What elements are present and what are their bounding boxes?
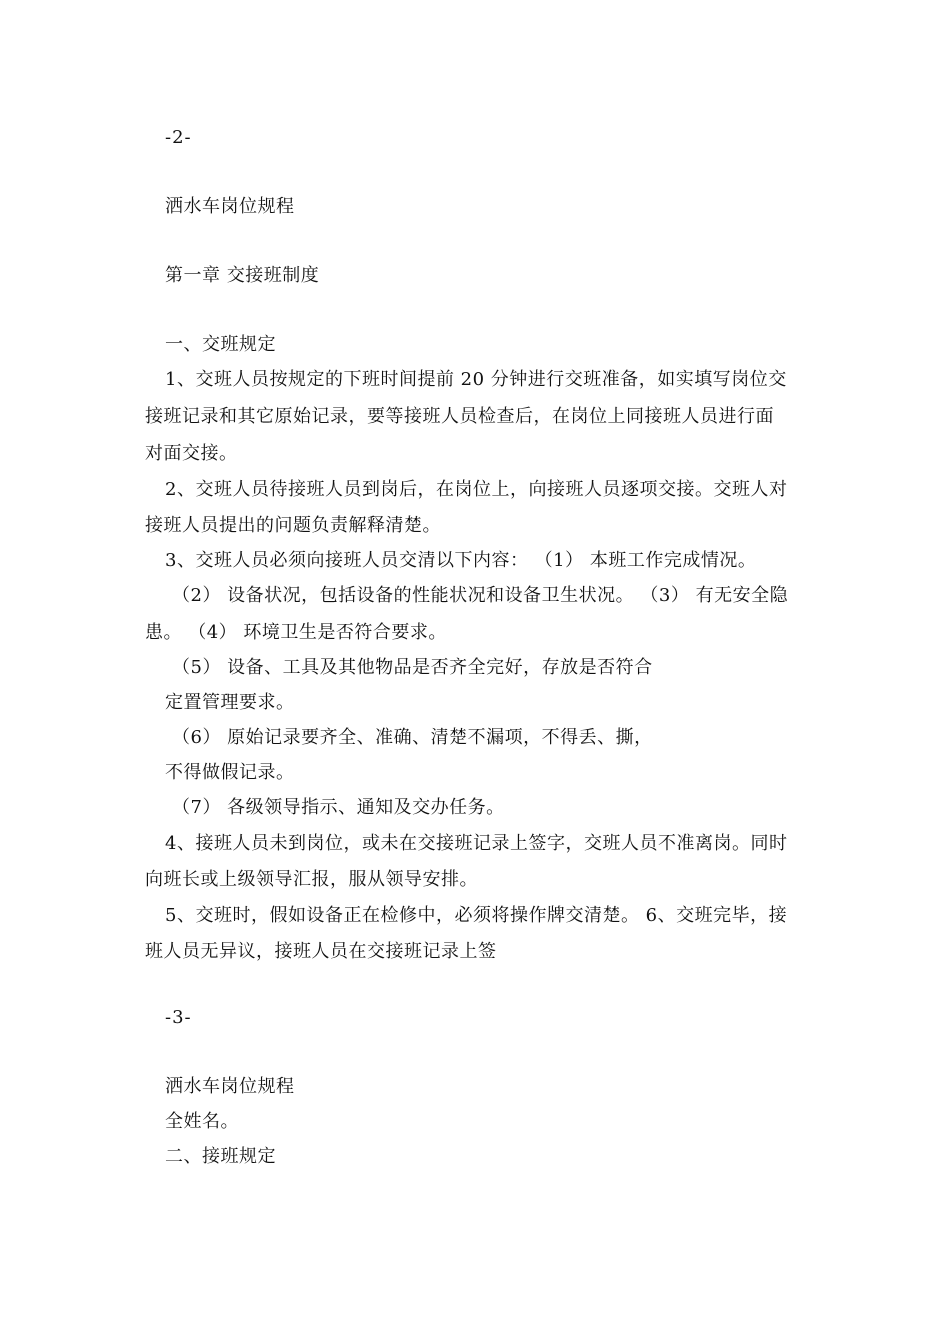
- running-title: 洒水车岗位规程: [165, 196, 295, 217]
- paragraph-line: 对面交接。: [145, 443, 238, 464]
- paragraph-line: 2、交班人员待接班人员到岗后，在岗位上，向接班人员逐项交接。交班人对: [165, 479, 788, 500]
- paragraph-line: （7） 各级领导指示、通知及交办任务。: [172, 797, 505, 818]
- section-heading: 一、交班规定: [165, 334, 276, 355]
- paragraph-line: 向班长或上级领导汇报，服从领导安排。: [145, 869, 478, 890]
- paragraph-line: 班人员无异议，接班人员在交接班记录上签: [145, 941, 497, 962]
- chapter-title: 第一章 交接班制度: [165, 265, 320, 286]
- paragraph-line: 全姓名。: [165, 1111, 239, 1132]
- section-heading: 二、接班规定: [165, 1146, 276, 1167]
- paragraph-line: 接班人员提出的问题负责解释清楚。: [145, 515, 441, 536]
- paragraph-line: 4、接班人员未到岗位，或未在交接班记录上签字，交班人员不准离岗。同时: [165, 833, 788, 854]
- paragraph-line: 1、交班人员按规定的下班时间提前 20 分钟进行交班准备，如实填写岗位交: [165, 369, 787, 390]
- page-number: -2-: [165, 127, 192, 148]
- paragraph-line: （5） 设备、工具及其他物品是否齐全完好，存放是否符合: [172, 657, 653, 678]
- paragraph-line: 定置管理要求。: [165, 692, 295, 713]
- paragraph-line: 5、交班时，假如设备正在检修中，必须将操作牌交清楚。 6、交班完毕，接: [165, 905, 788, 926]
- paragraph-line: 不得做假记录。: [165, 762, 295, 783]
- running-title: 洒水车岗位规程: [165, 1076, 295, 1097]
- page-number: -3-: [165, 1007, 192, 1028]
- paragraph-line: 3、交班人员必须向接班人员交清以下内容： （1） 本班工作完成情况。: [165, 550, 757, 571]
- paragraph-line: （6） 原始记录要齐全、准确、清楚不漏项，不得丢、撕，: [172, 727, 653, 748]
- paragraph-line: 患。 （4） 环境卫生是否符合要求。: [145, 622, 447, 643]
- paragraph-line: 接班记录和其它原始记录，要等接班人员检查后，在岗位上同接班人员进行面: [145, 406, 774, 427]
- paragraph-line: （2） 设备状况，包括设备的性能状况和设备卫生状况。 （3） 有无安全隐: [172, 585, 789, 606]
